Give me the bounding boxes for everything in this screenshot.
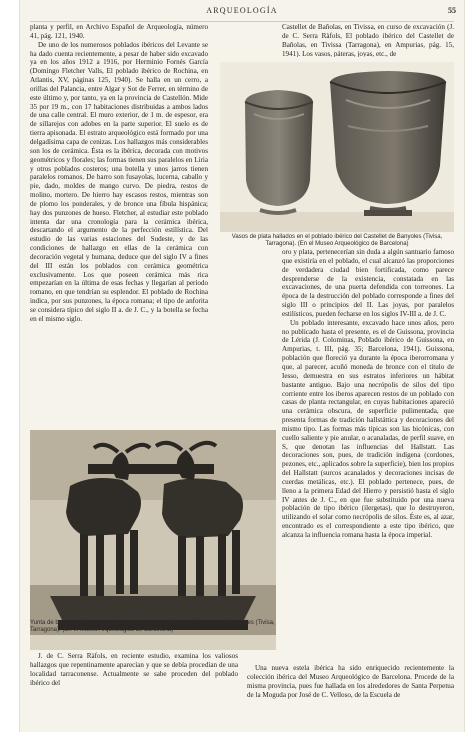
paragraph: Castellet de Bañolas, en Tivissa, en curso de excavación (J. de C. Serra Ràfols, El poblado ibérico del Castellet de Bañolas, en Tivissa (Tarragona), en Ampurias, pág. 15, 1941). Los vasos, páteras, joyas, etc., de: [282, 23, 454, 57]
page-number: 55: [448, 6, 456, 15]
right-column-bottom-text: [247, 664, 454, 726]
paragraph: oro y plata, pertenecerían sin duda a algún santuario famoso que existiría en el poblado, el cual alcanzó las proporciones de verdadera ciudad bien fortificada, como parece desprenderse de la existencia, constatada en las excavaciones, de una puerta defendida con torreones. La época de la destrucción del poblado corresponde a fines del siglo III o principios del II. Las joyas, por paralelos estilísticos, pueden fecharse en los siglos IV-III a. de J. C.: [282, 248, 454, 318]
page-header-title: ARQUEOLOGÍA: [206, 6, 278, 15]
paragraph: J. de C. Serra Ràfols, en reciente estudio, examina los valiosos hallazgos que repentinamente aparecían y que se debía procedían de una localidad tarraconense. Actualmente se sabe proceden del poblado ibérico del: [30, 652, 238, 687]
left-column-top-text: [30, 23, 208, 427]
bronze-oxen-illustration: [30, 430, 276, 650]
magazine-page: [20, 0, 464, 732]
figure-bronze-oxen: [30, 430, 276, 650]
figure-caption: Yunta de bueyes, de bronce, hallada en el poblado ibérico del Castellet de Banyoles (Tivisa, Tarragona). (En el Museo Arqueológico de Barcelona): [30, 620, 275, 633]
paragraph: Una nueva estela ibérica ha sido enriquecido recientemente la colección ibérica del Museo Arqueológico de Barcelona. Procede de la misma provincia, pues fue hallada en los alrededores de Santa Perpetua de la Moguda por José de C. Velloso, de la Escuela de: [247, 664, 454, 699]
right-column-top-text: [282, 23, 454, 57]
paragraph: planta y perfil, en Archivo Español de Arqueología, número 41, pág. 121, 1940.: [30, 23, 208, 40]
figure-caption: Vasos de plata hallados en el poblado ibérico del Castellet de Banyoles (Tivisa, Tarragona). (En el Museo Arqueológico de Barcelona): [231, 234, 443, 247]
silver-vessels-illustration: [220, 62, 454, 232]
paragraph: De uno de los numerosos poblados ibéricos del Levante se ha dado cuenta recientemente, a pesar de haber sido excavado ya en los años 1912 a 1916, por Herminio Fornés García (Domingo Fletcher Valls, El poblado ibérico de Rochina, en Atlantis, XV, páginas 125, 1940). Se halla en un cerro, a orillas del Palancia, entre Algar y Sot de Ferrer, en término de este último y, por tanto, ya en la provincia de Castellón. Mide 35 por 19 m., con 17 habitaciones distribuidas a ambos lados de una calle central. El muro exterior, de 1 m. de espesor, era de sillarejos con adobes en la parte superior. El suelo es de tierra apisonada. El estrato arqueológico está formado por una delgadísima capa de cenizas. Los hallazgos más considerables son los de cerámica. Ésta es la ibérica, decorada con motivos geométricos y florales; las formas tienen sus paralelos en Liria y otros poblados costeros; una botella y unos jarros tienen paralelos romanos. De barro son fusayolas, lucerna, caballo y pie, dado, moldes de mango curvo. De piedra, restos de molino, mortero. De hierro hay escasos restos, mientras son de plomo los ponderales, y de bronce una fíbula hispánica; hay dos punzones de hueso. Fletcher, al estudiar este poblado intenta dar una cronología para la cerámica ibérica, descartando el argumento de la perfección estilística. Del estudio de las varias estaciones del Sudeste, y de las condiciones de hallazgo en ellas de la cerámica con decoración vegetal y humana, deduce que del siglo IV a fines del III están los poblados con cerámica geométrica exclusivamente. Los que poseen cerámica más rica empezarían en la última de esas fechas y llegarían al período romano, en que tendrían su esplendor. El poblado de Rochina indica, por sus punzones, la época romana; el tipo de anforita se considera típico del siglo II a. de J. C., y la botella se fecha en el mismo siglo.: [30, 40, 208, 323]
running-header: [20, 6, 464, 20]
figure-silver-vessels: [220, 62, 454, 232]
header-rule: [30, 21, 454, 22]
right-column-mid-text: [282, 248, 454, 658]
left-column-bottom-text: [30, 652, 238, 726]
paragraph: Un poblado interesante, excavado hace unos años, pero no publicado hasta el presente, es el de Guissona, provincia de Lérida (J. Colominas, Poblado ibérico de Guissona, en Ampurias, t. III, pág. 35; Barcelona, 1941). Guissona, población que floreció ya durante la época iberorromana y que, al parecer, acuñó moneda de bronce con el título de Iesso, demuestra en sus estratos inferiores un hábitat bastante antiguo. Bajo una necrópolis de silos del tipo corriente entre los iberos aparecen restos de un poblado con casas de planta rectangular, en cuyas habitaciones apareció una cerámica obscura, de superficie pulimentada, que presenta formas de tradición hallstáttica y decoraciones del mismo tipo. Las formas más típicas son las bicónicas, con cuello saliente y pie anular, o acanaladas, de perfil suave, en S, que denotan las influencias del Hallstatt. Las decoraciones son, pues, de tradición indígena (cordones, pezones, etc., aplicados sobre la superficie), bien los propios del Hallstatt (surcos acanalados y decoraciones incisas de cuerdas metálicas, etc.). El poblado pertenece, pues, de lleno a la primera Edad del Hierro y persistió hasta el siglo IV antes de J. C., en que fue substituido por una nueva población de tipo ibérico (ilergetas), que lo destruyeron, utilizando el solar como necrópolis de silos. Éste es, al azar, encontrado es el correspondiente a este tipo ibérico, que alcanza la influencia romana hasta la época imperial.: [282, 318, 454, 539]
